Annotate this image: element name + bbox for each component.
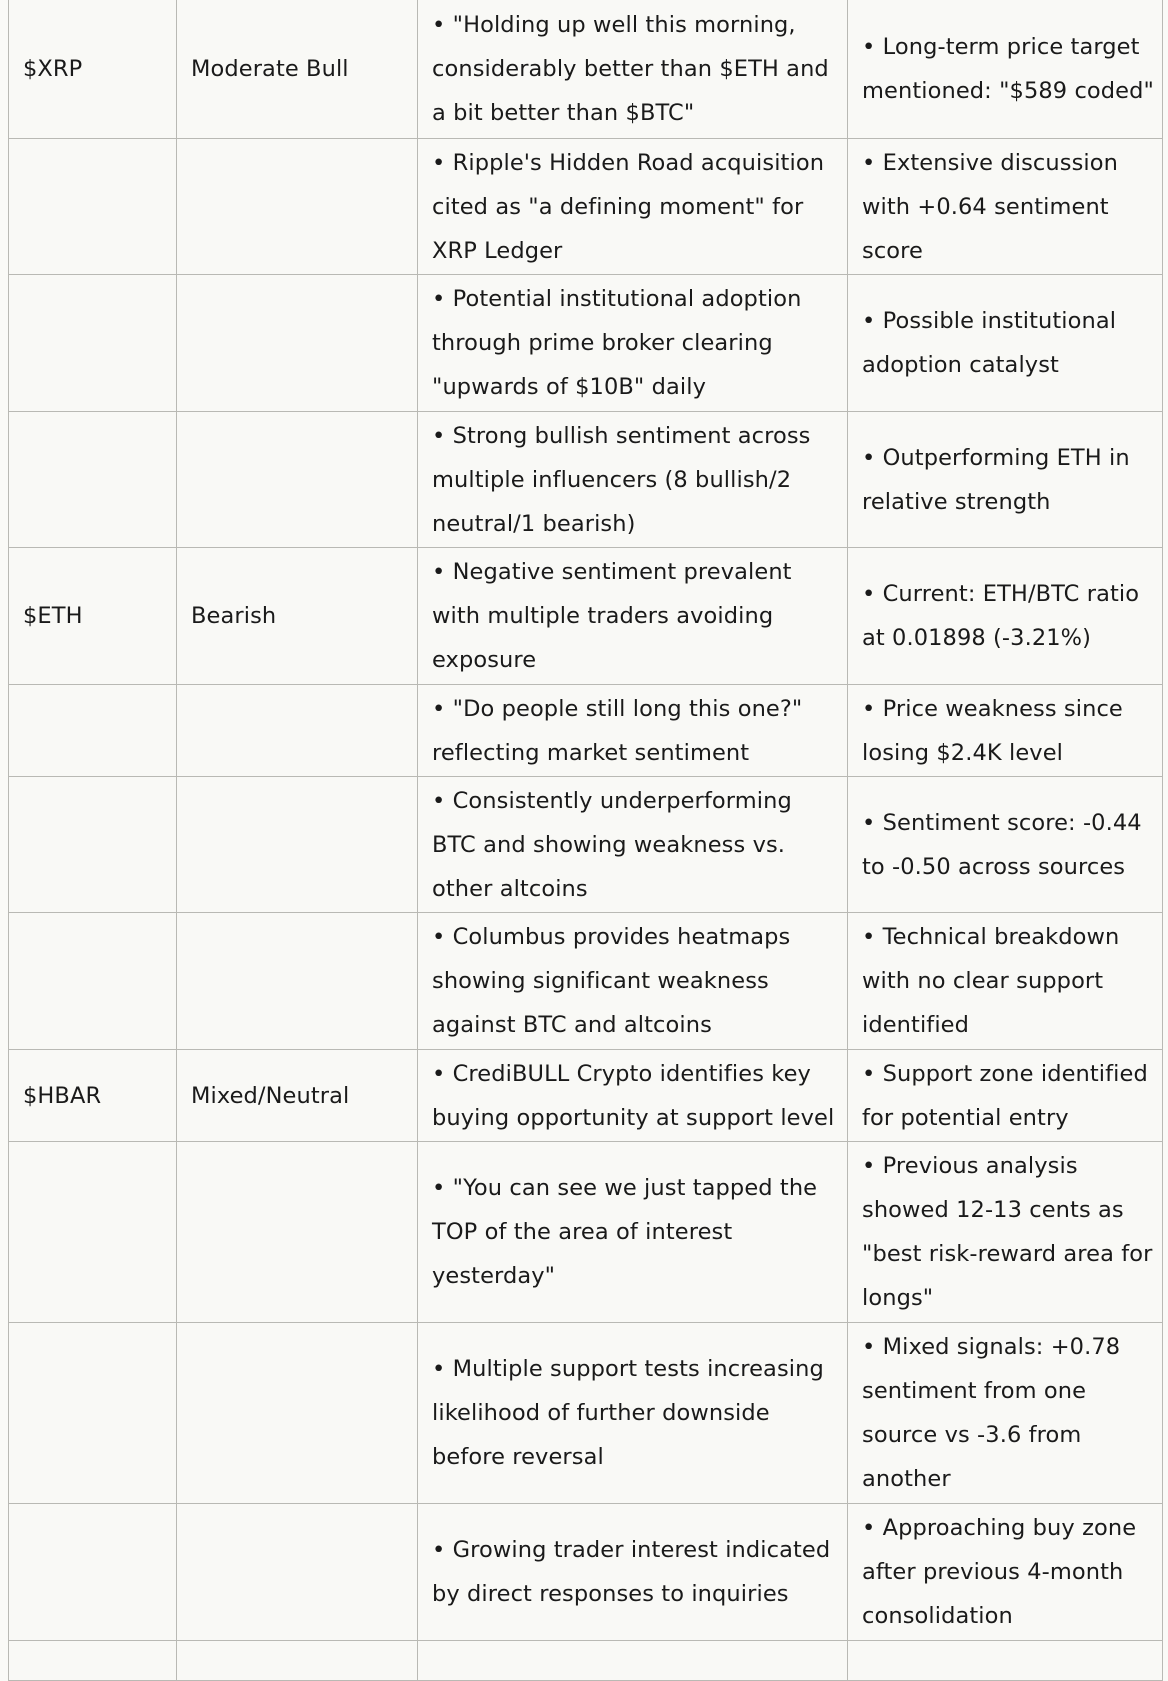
sentiment-cell <box>177 1323 418 1504</box>
table-row <box>9 139 1163 275</box>
asset-cell <box>9 139 177 275</box>
note-cell: • Mixed signals: +0.78 sentiment from one source vs -3.6 from another <box>848 1323 1163 1504</box>
empty-cell <box>848 1641 1163 1681</box>
insight-cell: • Potential institutional adoption through prime broker clearing "upwards of $10B" daily <box>418 275 848 412</box>
sentiment-cell <box>177 275 418 412</box>
insight-cell: • Consistently underperforming BTC and showing weakness vs. other altcoins <box>418 777 848 913</box>
sentiment-cell: Bearish <box>177 548 418 685</box>
empty-cell <box>9 1641 177 1681</box>
table-row <box>9 913 1163 1050</box>
table-row <box>9 1050 1163 1142</box>
asset-cell <box>9 412 177 548</box>
table-row <box>9 0 1163 139</box>
sentiment-cell: Moderate Bull <box>177 0 418 139</box>
insight-cell: • "Do people still long this one?" reflecting market sentiment <box>418 685 848 777</box>
asset-cell <box>9 275 177 412</box>
table-row <box>9 1323 1163 1504</box>
sentiment-cell <box>177 1142 418 1323</box>
note-cell: • Sentiment score: -0.44 to -0.50 across sources <box>848 777 1163 913</box>
asset-cell <box>9 685 177 777</box>
note-cell: • Support zone identified for potential entry <box>848 1050 1163 1142</box>
table-row <box>9 412 1163 548</box>
insight-cell: • "Holding up well this morning, considerably better than $ETH and a bit better than $BTC" <box>418 0 848 139</box>
asset-cell <box>9 1142 177 1323</box>
note-cell: • Approaching buy zone after previous 4-month consolidation <box>848 1504 1163 1641</box>
note-cell: • Possible institutional adoption catalyst <box>848 275 1163 412</box>
crypto-sentiment-table <box>8 0 1163 1681</box>
sentiment-cell <box>177 139 418 275</box>
sentiment-table-container <box>8 0 1162 1681</box>
asset-cell <box>9 1504 177 1641</box>
sentiment-cell <box>177 777 418 913</box>
insight-cell: • Negative sentiment prevalent with multiple traders avoiding exposure <box>418 548 848 685</box>
table-row <box>9 1504 1163 1641</box>
sentiment-cell <box>177 1504 418 1641</box>
note-cell: • Current: ETH/BTC ratio at 0.01898 (-3.21%) <box>848 548 1163 685</box>
note-cell: • Extensive discussion with +0.64 sentiment score <box>848 139 1163 275</box>
sentiment-cell <box>177 685 418 777</box>
empty-cell <box>177 1641 418 1681</box>
table-row <box>9 275 1163 412</box>
asset-cell: $XRP <box>9 0 177 139</box>
insight-cell: • Ripple's Hidden Road acquisition cited as "a defining moment" for XRP Ledger <box>418 139 848 275</box>
empty-cell <box>418 1641 848 1681</box>
sentiment-cell: Mixed/Neutral <box>177 1050 418 1142</box>
insight-cell: • Strong bullish sentiment across multiple influencers (8 bullish/2 neutral/1 bearish) <box>418 412 848 548</box>
insight-cell: • Growing trader interest indicated by direct responses to inquiries <box>418 1504 848 1641</box>
insight-cell: • Multiple support tests increasing likelihood of further downside before reversal <box>418 1323 848 1504</box>
asset-cell <box>9 913 177 1050</box>
insight-cell: • Columbus provides heatmaps showing significant weakness against BTC and altcoins <box>418 913 848 1050</box>
note-cell: • Outperforming ETH in relative strength <box>848 412 1163 548</box>
note-cell: • Technical breakdown with no clear support identified <box>848 913 1163 1050</box>
insight-cell: • CrediBULL Crypto identifies key buying opportunity at support level <box>418 1050 848 1142</box>
note-cell: • Price weakness since losing $2.4K level <box>848 685 1163 777</box>
table-row-partial <box>9 1641 1163 1681</box>
sentiment-cell <box>177 412 418 548</box>
asset-cell: $HBAR <box>9 1050 177 1142</box>
table-row <box>9 548 1163 685</box>
insight-cell: • "You can see we just tapped the TOP of the area of interest yesterday" <box>418 1142 848 1323</box>
note-cell: • Previous analysis showed 12-13 cents as "best risk-reward area for longs" <box>848 1142 1163 1323</box>
asset-cell <box>9 1323 177 1504</box>
asset-cell: $ETH <box>9 548 177 685</box>
note-cell: • Long-term price target mentioned: "$589 coded" <box>848 0 1163 139</box>
table-body <box>9 0 1163 1681</box>
table-row <box>9 1142 1163 1323</box>
table-row <box>9 685 1163 777</box>
table-row <box>9 777 1163 913</box>
asset-cell <box>9 777 177 913</box>
sentiment-cell <box>177 913 418 1050</box>
